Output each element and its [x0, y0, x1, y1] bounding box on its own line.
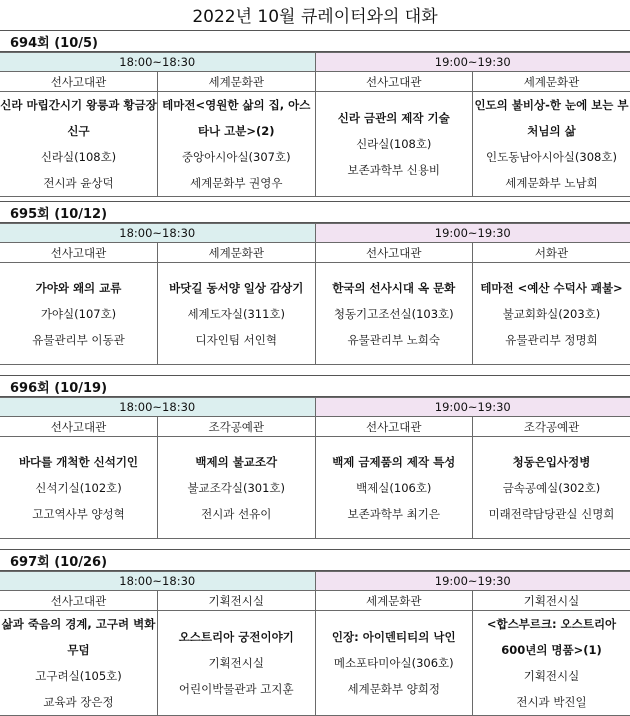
talk-title: 테마전<영원한 삶의 집, 아스타나 고분>(2)	[158, 92, 315, 144]
session-header: 695회 (10/12)	[0, 201, 630, 223]
talk-speaker: 유물관리부 이동관	[0, 327, 157, 353]
hall-cell: 선사고대관	[315, 72, 473, 92]
session-table	[0, 397, 630, 539]
talk-room: 기획전시실	[158, 650, 315, 676]
talk-speaker: 유물관리부 정명희	[473, 327, 630, 353]
session-695	[0, 201, 630, 365]
talk-room: 신석기실(102호)	[0, 475, 157, 501]
hall-cell: 선사고대관	[315, 417, 473, 437]
talk-cell	[315, 611, 473, 716]
session-694	[0, 30, 630, 197]
talk-title: 바닷길 동서양 일상 감상기	[158, 275, 315, 301]
talk-cell	[473, 263, 630, 365]
talk-speaker: 유물관리부 노희숙	[316, 327, 473, 353]
hall-cell: 선사고대관	[0, 417, 158, 437]
time-slot-late: 19:00~19:30	[315, 53, 630, 72]
talk-cell	[0, 611, 158, 716]
talk-room: 백제실(106호)	[316, 475, 473, 501]
talk-room: 중앙아시아실(307호)	[158, 144, 315, 170]
session-table	[0, 52, 630, 197]
talk-speaker: 디자인팀 서인혁	[158, 327, 315, 353]
hall-cell: 세계문화관	[158, 72, 316, 92]
talk-title: 백제 금제품의 제작 특성	[316, 449, 473, 475]
talk-cell	[473, 92, 630, 197]
talk-cell	[315, 92, 473, 197]
talk-room: 금속공예실(302호)	[473, 475, 630, 501]
talk-room: 신라실(108호)	[0, 144, 157, 170]
talk-cell	[0, 92, 158, 197]
hall-cell: 세계문화관	[158, 243, 316, 263]
talk-title: 신라 마립간시기 왕릉과 황금장신구	[0, 92, 157, 144]
hall-cell: 조각공예관	[473, 417, 630, 437]
talk-room: 불교회화실(203호)	[473, 301, 630, 327]
talk-cell	[0, 263, 158, 365]
talk-speaker: 전시과 윤상덕	[0, 170, 157, 196]
hall-cell: 선사고대관	[315, 243, 473, 263]
time-slot-late: 19:00~19:30	[315, 398, 630, 417]
time-slot-late: 19:00~19:30	[315, 224, 630, 243]
hall-cell: 기획전시실	[158, 591, 316, 611]
talk-speaker: 교육과 장은정	[0, 689, 157, 715]
talk-speaker: 보존과학부 신용비	[316, 157, 473, 183]
hall-cell: 세계문화관	[473, 72, 630, 92]
talk-title: 인장: 아이덴티티의 낙인	[316, 624, 473, 650]
talk-room: 신라실(108호)	[316, 131, 473, 157]
talk-title: 바다를 개척한 신석기인	[0, 449, 157, 475]
talk-cell	[473, 437, 630, 539]
session-header: 697회 (10/26)	[0, 549, 630, 571]
talk-title: 백제의 불교조각	[158, 449, 315, 475]
talk-room: 인도동남아시아실(308호)	[473, 144, 630, 170]
time-slot-late: 19:00~19:30	[315, 572, 630, 591]
hall-cell: 조각공예관	[158, 417, 316, 437]
hall-cell: 선사고대관	[0, 243, 158, 263]
hall-cell: 세계문화관	[315, 591, 473, 611]
hall-cell: 서화관	[473, 243, 630, 263]
talk-speaker: 보존과학부 최기은	[316, 501, 473, 527]
talk-title: 오스트리아 궁전이야기	[158, 624, 315, 650]
talk-speaker: 고고역사부 양성혁	[0, 501, 157, 527]
session-696	[0, 375, 630, 539]
session-table	[0, 571, 630, 716]
talk-title: <합스부르크: 오스트리아 600년의 명품>(1)	[473, 611, 630, 663]
session-header: 696회 (10/19)	[0, 375, 630, 397]
time-slot-early: 18:00~18:30	[0, 398, 315, 417]
talk-speaker: 어린이박물관과 고지훈	[158, 676, 315, 702]
talk-title: 가야와 왜의 교류	[0, 275, 157, 301]
talk-speaker: 미래전략담당관실 신명희	[473, 501, 630, 527]
time-slot-early: 18:00~18:30	[0, 572, 315, 591]
page-title: 2022년 10월 큐레이터와의 대화	[0, 0, 630, 30]
hall-cell: 선사고대관	[0, 591, 158, 611]
talk-title: 한국의 선사시대 옥 문화	[316, 275, 473, 301]
session-table	[0, 223, 630, 365]
talk-cell	[158, 92, 316, 197]
talk-room: 가야실(107호)	[0, 301, 157, 327]
talk-cell	[473, 611, 630, 716]
talk-room: 불교조각실(301호)	[158, 475, 315, 501]
talk-cell	[315, 437, 473, 539]
time-slot-early: 18:00~18:30	[0, 53, 315, 72]
talk-cell	[158, 611, 316, 716]
talk-room: 기획전시실	[473, 663, 630, 689]
hall-cell: 선사고대관	[0, 72, 158, 92]
talk-room: 세계도자실(311호)	[158, 301, 315, 327]
talk-cell	[315, 263, 473, 365]
talk-speaker: 전시과 선유이	[158, 501, 315, 527]
talk-title: 삶과 죽음의 경계, 고구려 벽화 무덤	[0, 611, 157, 663]
talk-speaker: 세계문화부 양희정	[316, 676, 473, 702]
talk-cell	[0, 437, 158, 539]
session-header: 694회 (10/5)	[0, 30, 630, 52]
time-slot-early: 18:00~18:30	[0, 224, 315, 243]
talk-room: 메소포타미아실(306호)	[316, 650, 473, 676]
talk-room: 청동기고조선실(103호)	[316, 301, 473, 327]
talk-speaker: 세계문화부 권영우	[158, 170, 315, 196]
session-697	[0, 549, 630, 716]
talk-speaker: 세계문화부 노남희	[473, 170, 630, 196]
talk-speaker: 전시과 박진일	[473, 689, 630, 715]
talk-title: 인도의 불비상-한 눈에 보는 부처님의 삶	[473, 92, 630, 144]
talk-room: 고구려실(105호)	[0, 663, 157, 689]
hall-cell: 기획전시실	[473, 591, 630, 611]
talk-title: 신라 금관의 제작 기술	[316, 105, 473, 131]
talk-cell	[158, 263, 316, 365]
talk-title: 테마전 <예산 수덕사 괘불>	[473, 275, 630, 301]
talk-cell	[158, 437, 316, 539]
talk-title: 청동은입사정병	[473, 449, 630, 475]
